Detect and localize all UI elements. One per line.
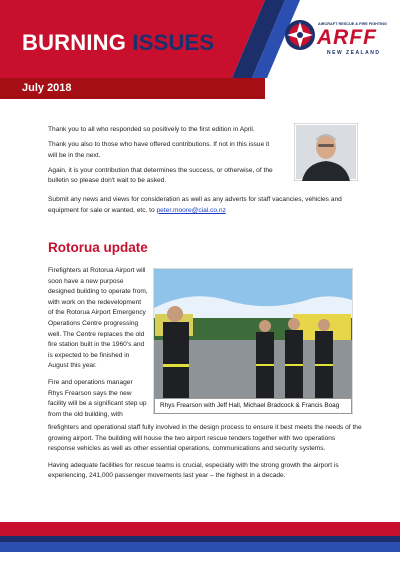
article-paragraph: Firefighters at Rotorua Airport will soon have a new purpose designed building to operate from, with work on the redevelopment of the Rotorua Airport Emergency Operations Centre progressing well. The Centre replaces the old fire station built in the 1960's and is expected to be finished in August this year. (48, 267, 148, 370)
photo-caption-box (154, 398, 352, 414)
intro-text (48, 125, 280, 191)
editor-portrait (294, 123, 358, 181)
arff-logo (280, 10, 392, 64)
issue-date-bar (0, 78, 265, 99)
issue-date: July 2018 (22, 82, 72, 94)
footer-banner (0, 522, 400, 552)
title-issues: ISSUES (132, 30, 215, 55)
article-paragraph: firefighters and operational staff fully involved in the design process to ensure it best meets the needs of the growing airport. The building will house the two airport rescue tenders together with two operations response vehicles as well as other essential operations, communications and security systems. (48, 424, 362, 453)
editor-email-link[interactable]: peter.moore@cial.co.nz (156, 206, 226, 214)
article-paragraph: Having adequate facilities for rescue teams is crucial, especially with the strong growth the airport is experiencing, 241,000 passenger movements last year – the highest in a decade. (48, 461, 339, 480)
logo-tagline: AIRCRAFT RESCUE & FIRE FIGHTING (318, 22, 387, 26)
intro-paragraph: Thank you also to those who have offered contributions. If not in this issue it will be in the next. (48, 141, 270, 159)
newsletter-title (22, 30, 214, 56)
logo-name: ARFF (317, 26, 377, 49)
article-column-left (48, 266, 148, 426)
submission-text (48, 195, 360, 216)
section-heading-rotorua: Rotorua update (48, 240, 148, 255)
firefighters-photo (153, 268, 353, 414)
submission-paragraph: Submit any news and views for consideration as well as any adverts for staff vacancies, vehicles and equipment for sale or wanted, etc. to (48, 196, 342, 214)
title-burning: BURNING (22, 30, 133, 55)
article-paragraph: Fire and operations manager Rhys Frearson says the new facility will be a significant step up from the old building, with (48, 378, 147, 418)
photo-caption: Rhys Frearson with Jeff Hall, Michael Bradcock & Francis Boag (160, 402, 340, 409)
article-body-full (48, 423, 362, 488)
intro-paragraph: Thank you to all who responded so positively to the first edition in April. (48, 126, 255, 133)
intro-paragraph: Again, it is your contribution that determines the success, or otherwise, of the bulletin so please don't wait to be asked. (48, 166, 273, 184)
logo-country: NEW ZEALAND (327, 50, 381, 56)
